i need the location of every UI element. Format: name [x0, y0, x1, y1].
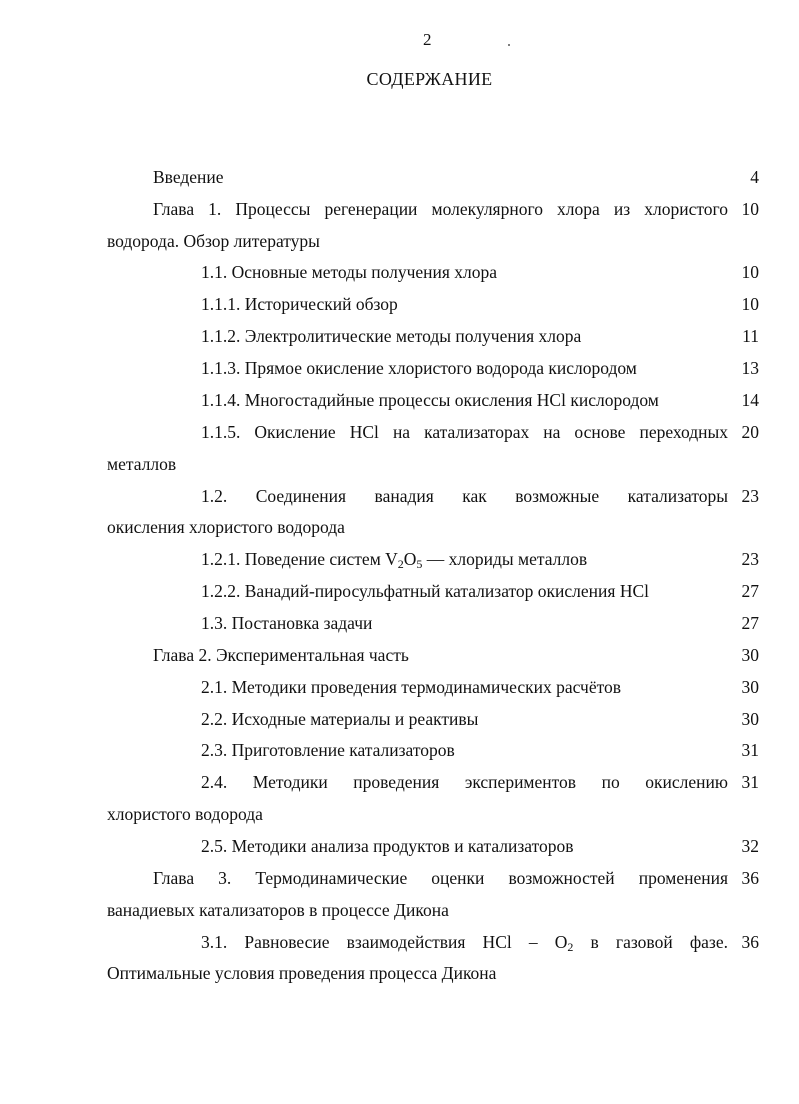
toc-entry-text: 1.1.3. Прямое окисление хлористого водорода кислородом: [201, 358, 637, 378]
page-title: СОДЕРЖАНИЕ: [366, 69, 493, 89]
page-number: 2: [423, 30, 432, 49]
toc-entry-text: 2.3. Приготовление катализаторов: [201, 740, 455, 760]
toc-entry-text-line1: 2.4. Методики проведения экспериментов по окислению: [201, 772, 728, 792]
toc-page-number: 20: [741, 422, 759, 442]
toc-entry-text-line2: Оптимальные условия проведения процесса Дикона: [107, 963, 497, 983]
toc-page-number: 31: [741, 740, 759, 760]
toc-page-number: 10: [741, 294, 759, 314]
toc-entry-text-line1: Глава 3. Термодинамические оценки возможностей променения: [153, 868, 728, 888]
toc-entry-text-line2: ванадиевых катализаторов в процессе Дикона: [107, 900, 449, 920]
toc-entry-text: Введение: [153, 167, 224, 187]
toc-entry-text: [201, 549, 587, 569]
toc-entry-text: 1.1.2. Электролитические методы получения хлора: [201, 326, 582, 346]
toc-entry-text: 1.1.1. Исторический обзор: [201, 294, 398, 314]
toc-entry-text-line1: 1.2. Соединения ванадия как возможные катализаторы: [201, 486, 728, 506]
toc-page-number: 30: [741, 645, 759, 665]
toc-page-number: 32: [741, 836, 759, 856]
toc-entry-text: 1.1. Основные методы получения хлора: [201, 262, 498, 282]
toc-page-number: 23: [741, 486, 759, 506]
toc-entry-text-suffix: — хлориды металлов: [422, 549, 588, 569]
toc-entry-text-line2: окисления хлористого водорода: [107, 517, 345, 537]
toc-page-number: 36: [741, 868, 759, 888]
toc-page-number: 27: [741, 581, 759, 601]
toc-page-number: 4: [750, 167, 759, 187]
subscript: 2: [567, 940, 574, 954]
subscript: 5: [416, 557, 423, 571]
toc-entry-text-prefix: 3.1. Равновесие взаимодействия HCl – O: [201, 932, 568, 952]
toc-page-number: 23: [741, 549, 759, 569]
toc-entry-text: 2.5. Методики анализа продуктов и катализаторов: [201, 836, 574, 856]
toc-page-number: 10: [741, 262, 759, 282]
toc-page-number: 36: [741, 932, 759, 952]
toc-entry-text-suffix: в газовой фазе.: [573, 932, 728, 952]
toc-page-number: 27: [741, 613, 759, 633]
toc-entry-text: 1.3. Постановка задачи: [201, 613, 373, 633]
toc-entry-text: 1.2.2. Ванадий-пиросульфатный катализатор окисления HCl: [201, 581, 650, 601]
toc-page-number: 30: [741, 677, 759, 697]
toc-entry-text-line1: Глава 1. Процессы регенерации молекулярного хлора из хлористого: [153, 199, 728, 219]
toc-entry-text: Глава 2. Экспериментальная часть: [153, 645, 409, 665]
toc-page-number: 11: [742, 326, 759, 346]
toc-entry-text: 2.2. Исходные материалы и реактивы: [201, 709, 479, 729]
toc-page-number: 14: [741, 390, 759, 410]
toc-entry-text-line1: 1.1.5. Окисление HCl на катализаторах на основе переходных: [201, 422, 728, 442]
toc-page-number: 30: [741, 709, 759, 729]
toc-page-number: 13: [741, 358, 759, 378]
toc-entry-text-line2: водорода. Обзор литературы: [107, 231, 320, 251]
subscript: 2: [397, 557, 404, 571]
toc-entry-text-line2: хлористого водорода: [107, 804, 263, 824]
toc-entry-text: 2.1. Методики проведения термодинамических расчётов: [201, 677, 622, 697]
toc-page-number: 31: [741, 772, 759, 792]
toc-entry-text: 1.1.4. Многостадийные процессы окисления HCl кислородом: [201, 390, 659, 410]
toc-entry-text-mid: O: [403, 549, 417, 569]
toc-entry-text-line1: [201, 932, 728, 952]
toc-page-number: 10: [741, 199, 759, 219]
toc-entry-text-line2: металлов: [107, 454, 177, 474]
toc-entry-text-prefix: 1.2.1. Поведение систем V: [201, 549, 398, 569]
